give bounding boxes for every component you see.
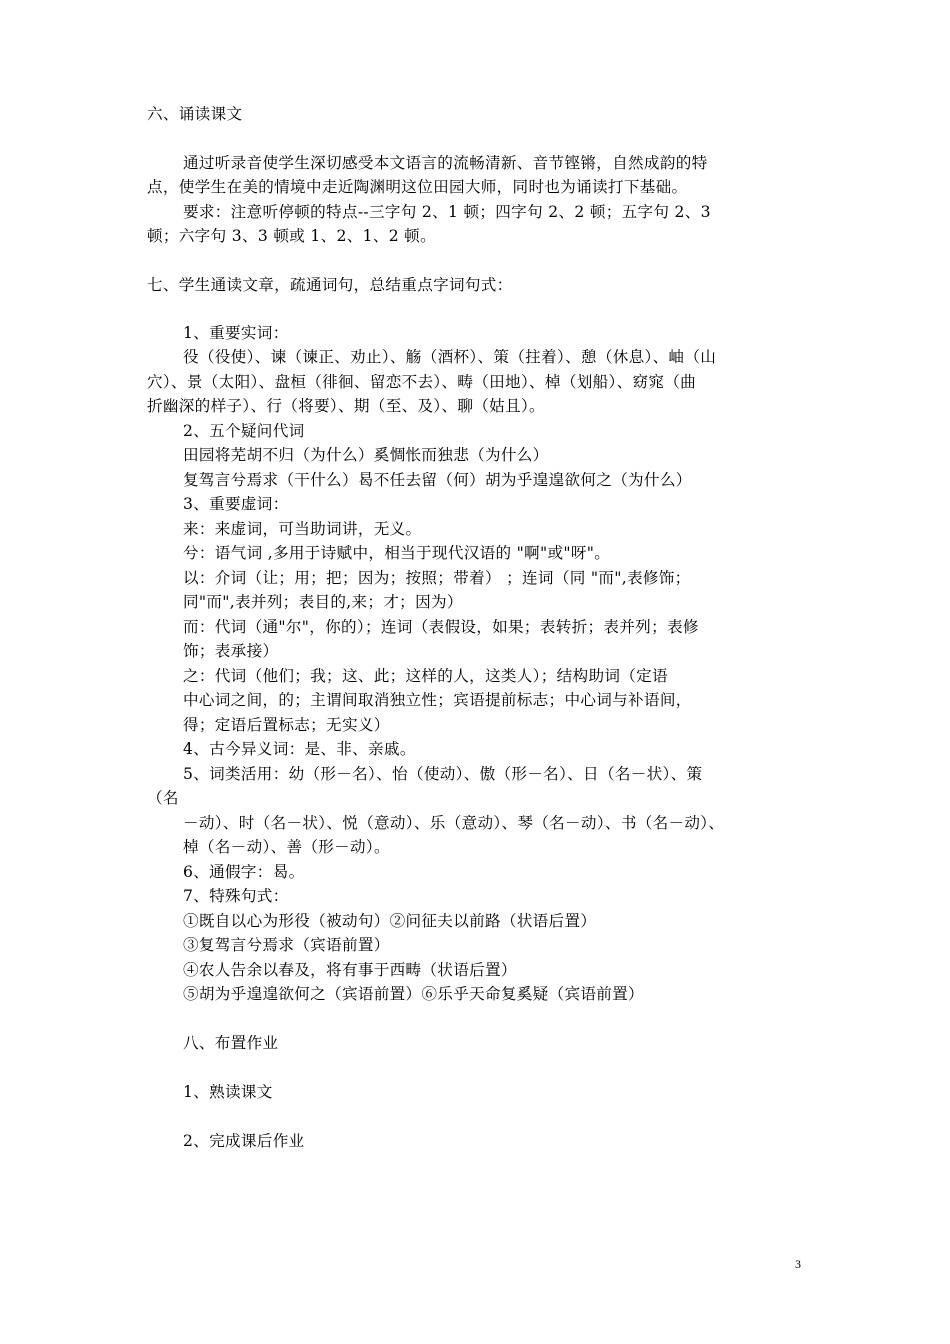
- text-line: 饰；表承接）: [183, 642, 279, 660]
- text-line: 要求：注意听停顿的特点--三字句 2、1 顿；四字句 2、2 顿；五字句 2、3: [183, 203, 711, 221]
- text-line: 5、词类活用：幼（形－名）、怡（使动）、傲（形－名）、日（名－状）、策: [183, 765, 703, 783]
- text-line: 7、特殊句式：: [183, 887, 289, 905]
- text-line: 来：来虚词，可当助词讲，无义。: [183, 520, 422, 538]
- text-line: ①既自以心为形役（被动句）②问征夫以前路（状语后置）: [183, 912, 597, 930]
- text-line: 1、重要实词：: [183, 324, 289, 342]
- text-line: 以：介词（让；用；把；因为；按照；带着） ；连词（同 "而",表修饰；: [183, 569, 691, 587]
- text-line: 六、诵读课文: [147, 105, 243, 123]
- text-line: 而：代词（通"尔"，你的）；连词（表假设，如果；表转折；表并列；表修: [183, 618, 699, 636]
- text-line: 2、五个疑问代词: [183, 422, 305, 440]
- text-line: ③复驾言兮焉求（宾语前置）: [183, 936, 390, 954]
- text-line: 1、熟读课文: [183, 1083, 273, 1101]
- text-line: 之：代词（他们；我；这、此；这样的人，这类人）；结构助词（定语: [183, 667, 668, 685]
- text-line: 折幽深的样子）、行（将要）、期（至、及）、聊（姑且）。: [147, 397, 545, 415]
- text-line: 七、学生通读文章，疏通词句，总结重点字词句式：: [147, 276, 513, 294]
- text-line: 得；定语后置标志；无实义）: [183, 716, 390, 734]
- text-line: 4、古今异义词：是、非、亲戚。: [183, 740, 416, 758]
- text-line: 通过听录音使学生深切感受本文语言的流畅清新、音节铿锵，自然成韵的特: [183, 154, 708, 172]
- text-line: 兮：语气词 ,多用于诗赋中，相当于现代汉语的 "啊"或"呀"。: [183, 544, 611, 562]
- text-line: 同"而",表并列；表目的,来；才；因为）: [183, 593, 463, 611]
- page-number: 3: [795, 1257, 801, 1271]
- text-line: 6、通假字：曷。: [183, 863, 305, 881]
- text-line: 八、布置作业: [183, 1034, 279, 1052]
- text-line: 2、完成课后作业: [183, 1132, 305, 1150]
- text-line: 田园将芜胡不归（为什么）奚惆怅而独悲（为什么）: [183, 446, 549, 464]
- text-line: ⑤胡为乎遑遑欲何之（宾语前置）⑥乐乎天命复奚疑（宾语前置）: [183, 985, 644, 1003]
- text-line: 穴）、景（太阳）、盘桓（徘徊、留恋不去）、畴（田地）、棹（划船）、窈窕（曲: [147, 373, 697, 391]
- text-line: 役（役使）、谏（谏正、劝止）、觞（酒杯）、策（拄着）、憩（休息）、岫（山: [183, 348, 717, 366]
- text-line: 复驾言兮焉求（干什么）曷不任去留（何）胡为乎遑遑欲何之（为什么）: [183, 471, 692, 489]
- text-line: 顿；六字句 3、3 顿或 1、2、1、2 顿。: [147, 227, 436, 245]
- text-line: 中心词之间，的；主谓间取消独立性；宾语提前标志；中心词与补语间，: [183, 691, 692, 709]
- text-line: ④农人告余以春及，将有事于西畴（状语后置）: [183, 961, 517, 979]
- text-line: －动）、时（名－状）、悦（意动）、乐（意动）、琴（名－动）、书（名－动）、: [183, 814, 725, 832]
- text-line: （名: [147, 789, 179, 807]
- text-line: 棹（名－动）、善（形－动）。: [183, 838, 390, 856]
- text-line: 3、重要虚词：: [183, 495, 289, 513]
- text-line: 点，使学生在美的情境中走近陶渊明这位田园大师，同时也为诵读打下基础。: [147, 178, 688, 196]
